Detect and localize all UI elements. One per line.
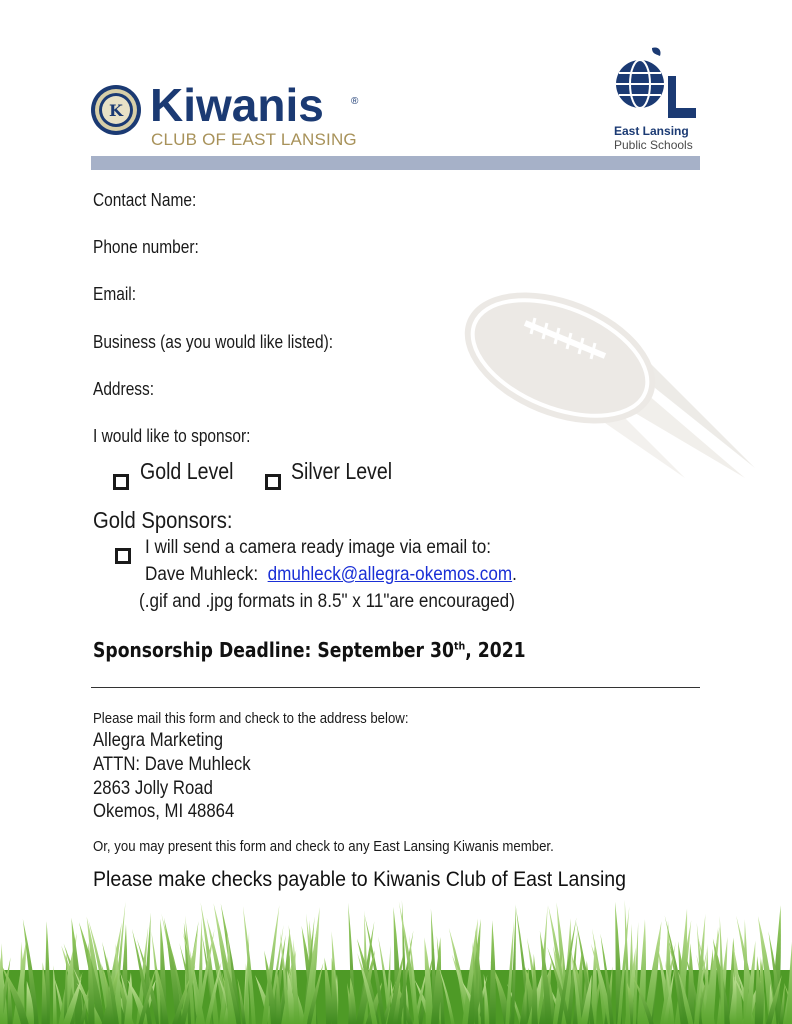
camera-ready-text: I will send a camera ready image via email to: (145, 537, 491, 558)
address-line: Allegra Marketing (93, 730, 224, 751)
alternative-delivery-note: Or, you may present this form and check to any East Lansing Kiwanis member. (93, 838, 554, 855)
gold-level-label: Gold Level (140, 458, 234, 484)
image-formats-note: (.gif and .jpg formats in 8.5" x 11"are encouraged) (139, 591, 515, 612)
deadline-prefix: Sponsorship Deadline: September 30 (93, 638, 454, 662)
dave-contact-line (145, 564, 517, 586)
kiwanis-seal-logo (90, 84, 142, 136)
registered-mark: ® (351, 96, 359, 107)
kiwanis-wordmark: Kiwanis (150, 79, 324, 131)
header-divider-bar (91, 156, 700, 170)
address-line: Okemos, MI 48864 (93, 801, 235, 822)
email-label: Email: (93, 284, 137, 304)
deadline-ordinal: th (453, 639, 466, 653)
checks-payable-note: Please make checks payable to Kiwanis Club of East Lansing (93, 868, 627, 891)
sponsorship-deadline (93, 638, 526, 662)
east-lansing-globe-logo (614, 46, 698, 120)
grass-decoration (0, 900, 792, 1024)
elps-name-line1: East Lansing (614, 124, 689, 138)
football-watermark (455, 278, 755, 478)
kiwanis-subtitle: CLUB OF EAST LANSING (151, 130, 357, 149)
gold-sponsors-heading-text: Gold Sponsors (93, 507, 227, 533)
section-divider (91, 687, 700, 688)
mail-instructions: Please mail this form and check to the address below: (93, 710, 409, 727)
elps-name-line2: Public Schools (614, 138, 693, 152)
dave-contact-prefix: Dave Muhleck: (145, 564, 259, 585)
deadline-year: , 2021 (465, 638, 526, 662)
business-label: Business (as you would like listed): (93, 332, 334, 352)
gold-level-checkbox[interactable] (113, 474, 129, 490)
phone-number-label: Phone number: (93, 237, 199, 257)
email-period: . (512, 564, 517, 585)
silver-level-checkbox[interactable] (265, 474, 281, 490)
gold-sponsors-heading (93, 507, 233, 534)
address-line: 2863 Jolly Road (93, 778, 213, 799)
contact-name-label: Contact Name: (93, 190, 197, 210)
silver-level-label: Silver Level (291, 458, 393, 484)
camera-ready-checkbox[interactable] (115, 548, 131, 564)
address-label: Address: (93, 379, 155, 399)
sponsor-email-link[interactable]: dmuhleck@allegra-okemos.com (267, 564, 513, 585)
address-line: ATTN: Dave Muhleck (93, 754, 251, 775)
gold-sponsors-heading-colon: : (226, 507, 233, 533)
grass-blade (0, 943, 4, 1024)
svg-text:K: K (109, 101, 123, 120)
sponsor-prompt: I would like to sponsor: (93, 426, 251, 446)
